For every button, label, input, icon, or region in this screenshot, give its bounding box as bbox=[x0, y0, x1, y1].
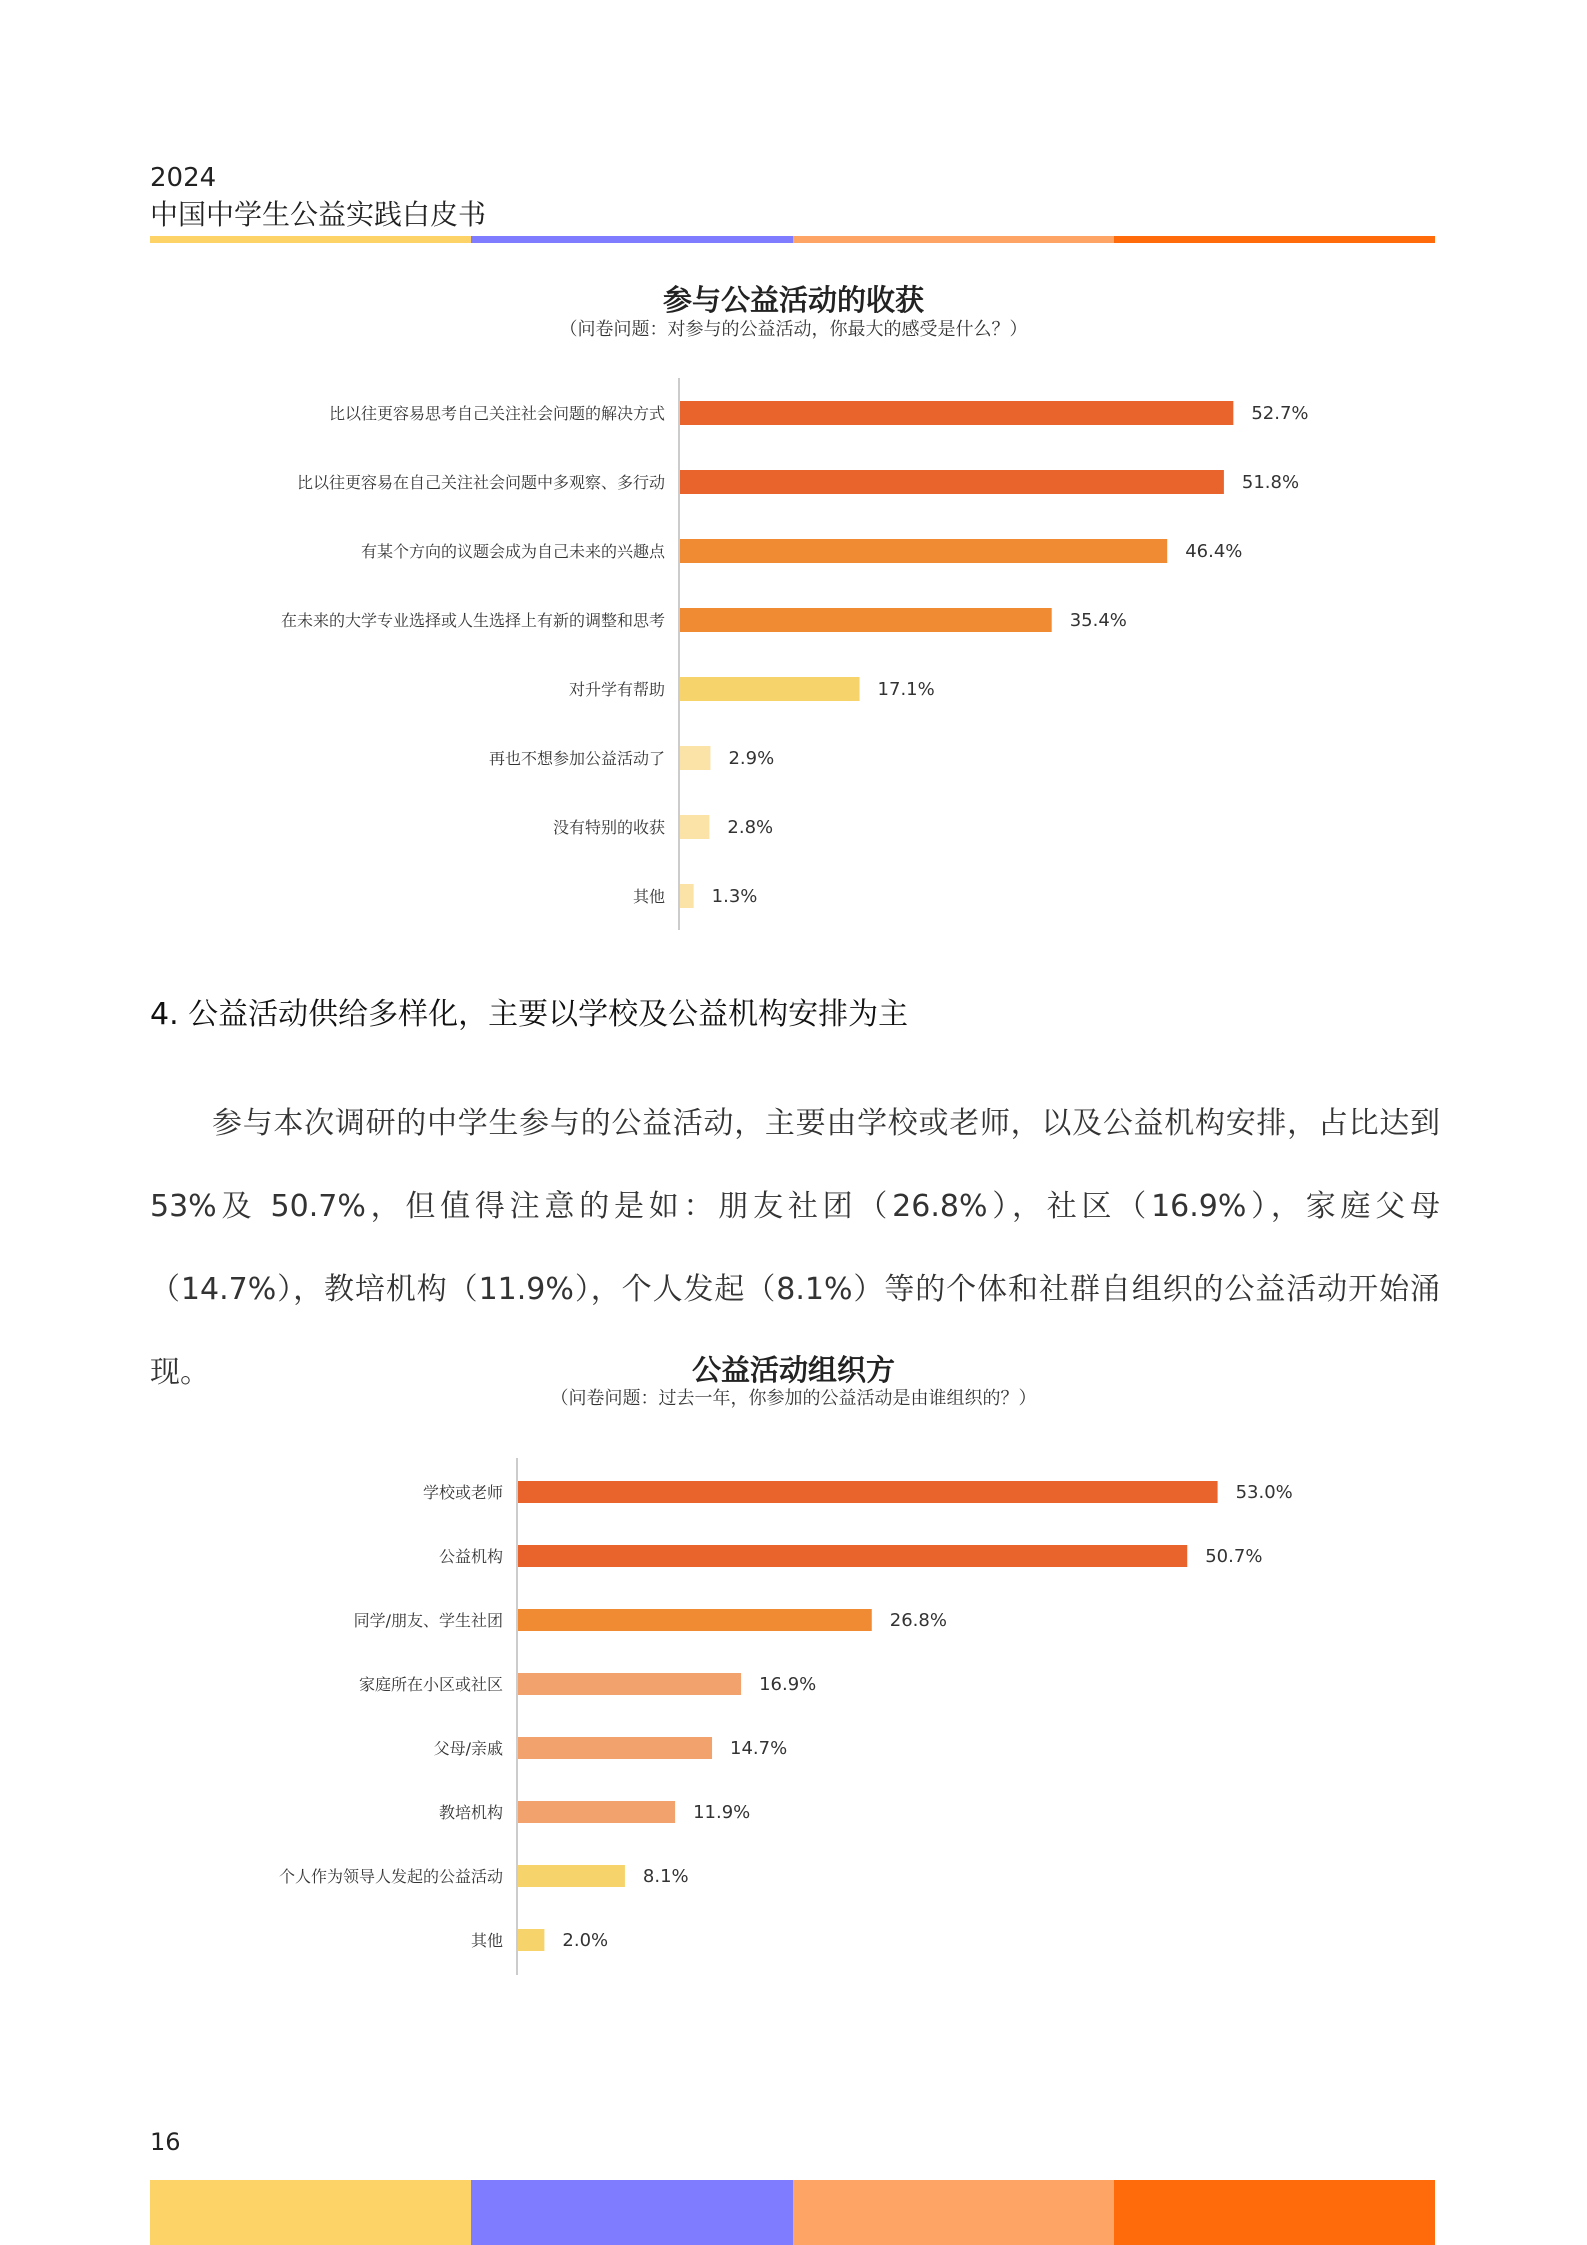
chart2-subtitle: （问卷问题：过去一年，你参加的公益活动是由谁组织的？） bbox=[550, 1388, 1037, 1409]
value-label: 46.4% bbox=[1185, 541, 1243, 562]
value-label: 2.8% bbox=[727, 817, 774, 838]
chart2-organizers bbox=[0, 1440, 1587, 1960]
category-label: 同学/朋友、学生社团 bbox=[353, 1611, 503, 1630]
value-label: 2.9% bbox=[728, 748, 775, 769]
category-label: 公益机构 bbox=[438, 1547, 503, 1566]
value-label: 14.7% bbox=[730, 1738, 788, 1759]
bar bbox=[518, 1481, 1218, 1503]
category-label: 父母/亲戚 bbox=[433, 1739, 503, 1758]
value-label: 26.8% bbox=[889, 1610, 947, 1631]
value-label: 17.1% bbox=[877, 679, 935, 700]
topBand-segment-1 bbox=[471, 236, 792, 243]
bar bbox=[518, 1801, 675, 1823]
category-label: 没有特别的收获 bbox=[552, 818, 665, 837]
value-label: 11.9% bbox=[693, 1802, 751, 1823]
bottomBand-segment-2 bbox=[793, 2180, 1114, 2245]
value-label: 51.8% bbox=[1241, 472, 1300, 493]
value-label: 16.9% bbox=[759, 1674, 817, 1695]
category-label: 其他 bbox=[632, 887, 665, 906]
bar bbox=[518, 1609, 872, 1631]
value-label: 53.0% bbox=[1235, 1482, 1293, 1503]
category-label: 对升学有帮助 bbox=[568, 680, 665, 699]
chart1-gains bbox=[0, 370, 1587, 930]
category-label: 家庭所在小区或社区 bbox=[358, 1675, 503, 1694]
year-label: 2024 bbox=[150, 163, 217, 193]
topBand-segment-2 bbox=[793, 236, 1114, 243]
topBand-segment-0 bbox=[150, 236, 471, 243]
category-label: 再也不想参加公益活动了 bbox=[488, 749, 665, 768]
bar bbox=[680, 401, 1233, 425]
page-number: 16 bbox=[150, 2128, 181, 2156]
paragraph-text: 参与本次调研的中学生参与的公益活动，主要由学校或老师，以及公益机构安排，占比达到 53%及 50.7%，但值得注意的是如：朋友社团（26.8%），社区（16.9%），家庭父母（14.7%），教培机构（11.9%），个人发起（8.1%）等的个体和社群自组织的公益活动开始涌现。 bbox=[150, 1106, 1440, 1390]
bar bbox=[680, 608, 1052, 632]
footer-color-band bbox=[150, 2180, 1435, 2245]
category-label: 在未来的大学专业选择或人生选择上有新的调整和思考 bbox=[280, 611, 665, 630]
value-label: 2.0% bbox=[562, 1930, 609, 1951]
bar bbox=[680, 539, 1167, 563]
bar bbox=[518, 1929, 544, 1951]
bar bbox=[518, 1545, 1187, 1567]
category-label: 个人作为领导人发起的公益活动 bbox=[278, 1867, 503, 1886]
value-label: 35.4% bbox=[1069, 610, 1127, 631]
value-label: 8.1% bbox=[642, 1866, 689, 1887]
bar bbox=[680, 815, 709, 839]
chart1-subtitle: （问卷问题：对参与的公益活动，你最大的感受是什么？） bbox=[559, 319, 1028, 340]
category-label: 比以往更容易思考自己关注社会问题的解决方式 bbox=[328, 404, 665, 423]
section-heading: 4. 公益活动供给多样化，主要以学校及公益机构安排为主 bbox=[150, 997, 909, 1032]
value-label: 50.7% bbox=[1205, 1546, 1263, 1567]
bar bbox=[518, 1865, 625, 1887]
bar bbox=[680, 884, 694, 908]
bottomBand-segment-0 bbox=[150, 2180, 471, 2245]
bottomBand-segment-1 bbox=[471, 2180, 792, 2245]
category-label: 学校或老师 bbox=[422, 1483, 503, 1502]
bar bbox=[680, 746, 710, 770]
bottomBand-segment-3 bbox=[1114, 2180, 1435, 2245]
category-label: 其他 bbox=[470, 1931, 503, 1950]
topBand-segment-3 bbox=[1114, 236, 1435, 243]
chart2-title: 公益活动组织方 bbox=[691, 1353, 895, 1387]
bar bbox=[518, 1737, 712, 1759]
bar bbox=[680, 470, 1224, 494]
bar bbox=[518, 1673, 741, 1695]
bar bbox=[680, 677, 860, 701]
value-label: 1.3% bbox=[711, 886, 758, 907]
category-label: 有某个方向的议题会成为自己未来的兴趣点 bbox=[360, 542, 665, 561]
category-label: 比以往更容易在自己关注社会问题中多观察、多行动 bbox=[296, 473, 665, 492]
header-color-band bbox=[150, 236, 1435, 243]
category-label: 教培机构 bbox=[438, 1803, 503, 1822]
value-label: 52.7% bbox=[1251, 403, 1309, 424]
book-title: 中国中学生公益实践白皮书 bbox=[150, 198, 487, 231]
chart1-title: 参与公益活动的收获 bbox=[662, 283, 924, 317]
